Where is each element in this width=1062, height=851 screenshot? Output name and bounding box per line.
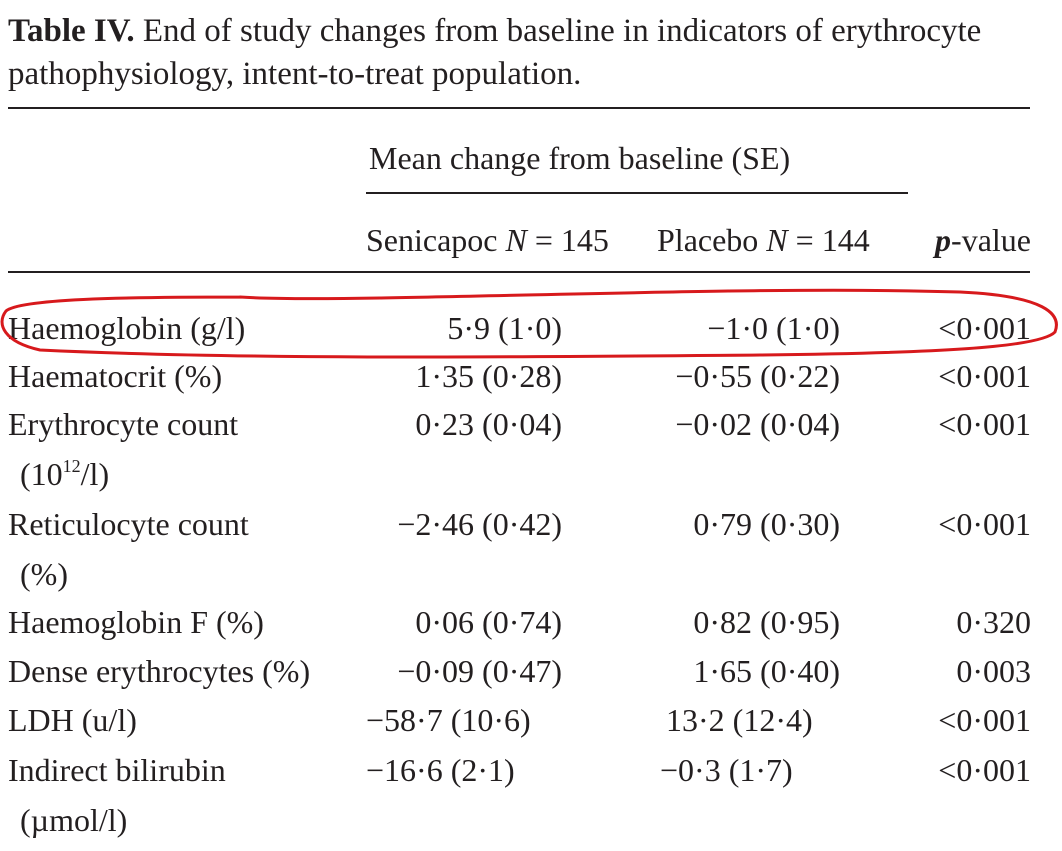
row-haematocrit-placebo: −0·55 (0·22) [675,358,840,394]
row-haemoglobin-f-p: 0·320 [956,604,1031,640]
row-haemoglobin-senicapoc: 5·9 (1·0) [447,310,562,346]
row-reticulocyte-label-unit: (%) [20,556,68,592]
unit-base: (10 [20,456,63,492]
row-haematocrit-p: <0·001 [938,358,1031,394]
row-erythrocyte-senicapoc: 0·23 (0·04) [415,406,562,442]
row-reticulocyte-label: Reticulocyte count [8,506,249,542]
senicapoc-label: Senicapoc [366,222,506,258]
placebo-label: Placebo [657,222,767,258]
row-haemoglobin-f-placebo: 0·82 (0·95) [693,604,840,640]
row-dense-erythrocytes-p: 0·003 [956,653,1031,689]
row-erythrocyte-p: <0·001 [938,406,1031,442]
header-group-label: Mean change from baseline (SE) [369,140,791,176]
row-haematocrit-senicapoc: 1·35 (0·28) [415,358,562,394]
row-haemoglobin-f-senicapoc: 0·06 (0·74) [415,604,562,640]
row-reticulocyte-placebo: 0·79 (0·30) [693,506,840,542]
top-rule [8,107,1030,109]
unit-exponent: 12 [62,456,81,476]
table-caption [8,10,1053,96]
row-bilirubin-label: Indirect bilirubin [8,752,226,788]
p-symbol: p [935,222,952,258]
row-bilirubin-senicapoc: −16·6 (2·1) [366,752,515,788]
senicapoc-n-value: = 145 [526,222,609,258]
row-dense-erythrocytes-label: Dense erythrocytes (%) [8,653,311,689]
row-dense-erythrocytes-senicapoc: −0·09 (0·47) [397,653,562,689]
table-number: Table IV. [8,13,135,49]
row-erythrocyte-label: Erythrocyte count [8,406,239,442]
header-bottom-rule [8,271,1030,273]
row-reticulocyte-senicapoc: −2·46 (0·42) [397,506,562,542]
header-senicapoc [366,220,609,260]
group-underline [366,192,908,194]
p-suffix: -value [951,222,1031,258]
row-ldh-label: LDH (u/l) [8,702,137,738]
row-ldh-p: <0·001 [938,702,1031,738]
row-haemoglobin-label: Haemoglobin (g/l) [8,310,246,346]
header-p-value [935,220,1031,260]
row-reticulocyte-p: <0·001 [938,506,1031,542]
row-erythrocyte-placebo: −0·02 (0·04) [675,406,840,442]
row-haematocrit-label: Haematocrit (%) [8,358,223,394]
row-dense-erythrocytes-placebo: 1·65 (0·40) [693,653,840,689]
row-haemoglobin-placebo: −1·0 (1·0) [707,310,840,346]
header-placebo [657,220,870,260]
placebo-n-value: = 144 [787,222,870,258]
row-haemoglobin-f-label: Haemoglobin F (%) [8,604,264,640]
row-bilirubin-p: <0·001 [938,752,1031,788]
caption-text: End of study changes from baseline in indicators of erythrocyte pathophysiology, intent-to-treat population. [8,13,982,92]
row-ldh-senicapoc: −58·7 (10·6) [366,702,531,738]
row-bilirubin-placebo: −0·3 (1·7) [660,752,793,788]
senicapoc-n-symbol: N [505,222,527,258]
row-ldh-placebo: 13·2 (12·4) [666,702,813,738]
row-erythrocyte-label-unit [20,454,109,494]
row-bilirubin-label-unit: (µmol/l) [20,802,128,838]
unit-rest: /l) [80,456,110,492]
placebo-n-symbol: N [766,222,788,258]
row-haemoglobin-p: <0·001 [938,310,1031,346]
